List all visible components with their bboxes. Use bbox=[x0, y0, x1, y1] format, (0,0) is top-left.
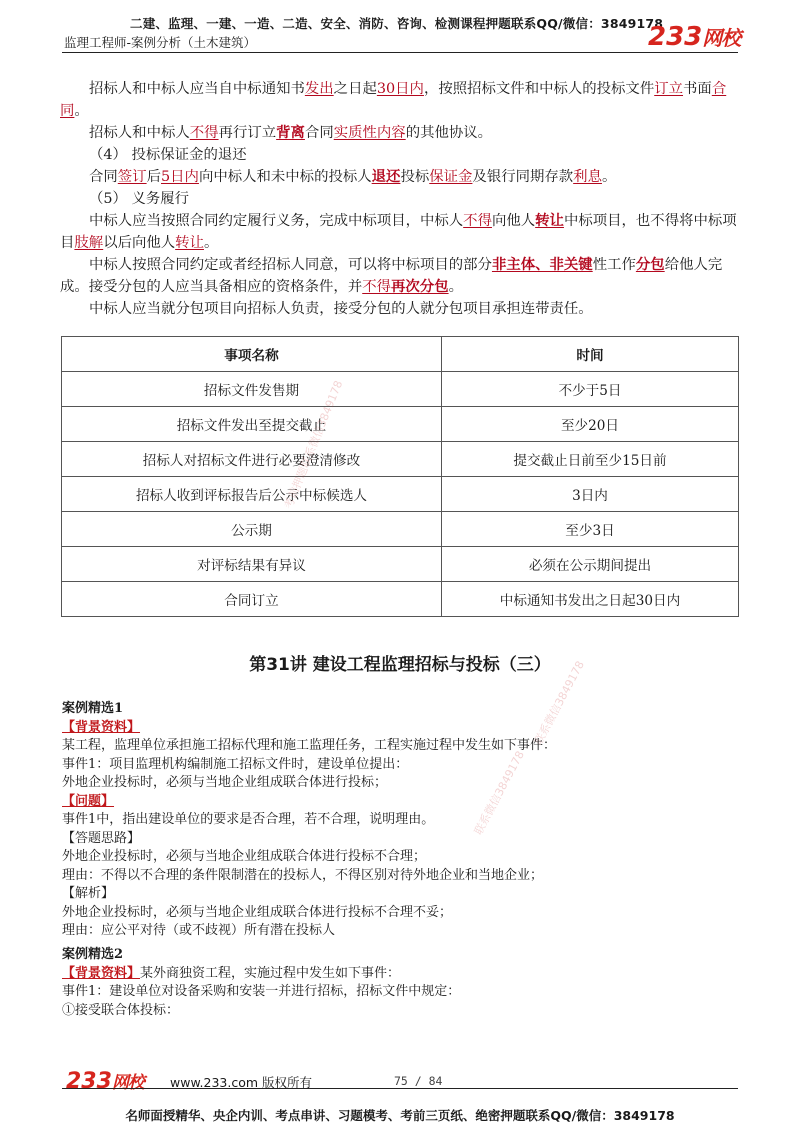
body-text bbox=[60, 78, 740, 320]
case-text: 理由：应公平对待（或不歧视）所有潜在投标人 bbox=[62, 923, 336, 938]
paragraph-4: 合同签订后5日内向中标人和未中标的投标人退还投标保证金及银行同期存款利息。 bbox=[89, 168, 617, 185]
paragraph-2: 招标人和中标人不得再行订立背离合同实质性内容的其他协议。 bbox=[89, 124, 493, 141]
background-tag: 【背景资料】 bbox=[62, 965, 141, 981]
table-cell: 至少3日 bbox=[441, 512, 738, 547]
table-header-cell: 时间 bbox=[441, 337, 738, 372]
table-cell: 中标通知书发出之日起30日内 bbox=[441, 582, 738, 617]
case-title: 案例精选2 bbox=[62, 947, 124, 962]
case-text: ①接受联合体投标： bbox=[62, 1002, 180, 1018]
case-text: 某工程，监理单位承担施工招标代理和施工监理任务，工程实施过程中发生如下事件： bbox=[62, 738, 557, 753]
footer-site: www.233.com 版权所有 bbox=[170, 1075, 312, 1090]
table-row bbox=[62, 477, 739, 512]
table-row bbox=[62, 372, 739, 407]
watermark-text: 联系微信3849178 bbox=[531, 658, 587, 748]
table-cell: 招标人收到评标报告后公示中标候选人 bbox=[62, 477, 442, 512]
footer-divider bbox=[62, 1088, 738, 1089]
table-cell: 招标人对招标文件进行必要澄清修改 bbox=[62, 442, 442, 477]
table-cell: 招标文件发出至提交截止 bbox=[62, 407, 442, 442]
case-text: 外地企业投标时，必须与当地企业组成联合体进行投标不合理； bbox=[62, 849, 427, 864]
case-text: 事件1中，指出建设单位的要求是否合理，若不合理，说明理由。 bbox=[62, 812, 435, 827]
table-row bbox=[62, 407, 739, 442]
case-title: 案例精选1 bbox=[62, 701, 124, 716]
answer-idea-tag: 【答题思路】 bbox=[62, 830, 141, 846]
watermark-text: 联系微信3849178 bbox=[471, 748, 527, 838]
table-row bbox=[62, 547, 739, 582]
case-text: 外地企业投标时，必须与当地企业组成联合体进行投标不合理不妥； bbox=[62, 904, 453, 920]
background-tag: 【背景资料】 bbox=[62, 719, 141, 735]
lecture-title: 第31讲 建设工程监理招标与投标（三） bbox=[249, 655, 551, 675]
paragraph-1: 招标人和中标人应当自中标通知书发出之日起30日内，按照招标文件和中标人的投标文件订立书面合同。 bbox=[60, 81, 727, 119]
paragraph-3: （4） 投标保证金的退还 bbox=[89, 147, 247, 163]
header-subject: 监理工程师-案例分析（土木建筑） bbox=[64, 35, 257, 50]
header-logo: 233网校 bbox=[648, 22, 741, 52]
table-row bbox=[62, 582, 739, 617]
case-text: 外地企业投标时，必须与当地企业组成联合体进行投标； bbox=[62, 775, 388, 790]
table-cell: 提交截止日前至少15日前 bbox=[441, 442, 738, 477]
header-contact-line: 二建、监理、一建、一造、二造、安全、消防、咨询、检测课程押题联系QQ/微信：3849178 bbox=[130, 16, 664, 31]
table-cell: 必须在公示期间提出 bbox=[441, 547, 738, 582]
paragraph-5: （5） 义务履行 bbox=[89, 191, 190, 207]
question-tag: 【问题】 bbox=[62, 793, 115, 809]
table-cell: 对评标结果有异议 bbox=[62, 547, 442, 582]
paragraph-8: 中标人应当就分包项目向招标人负责，接受分包的人就分包项目承担连带责任。 bbox=[89, 301, 593, 317]
analysis-tag: 【解析】 bbox=[62, 886, 115, 901]
case-text: 事件1：建设单位对设备采购和安装一并进行招标，招标文件中规定： bbox=[62, 984, 461, 999]
table-cell: 招标文件发售期 bbox=[62, 372, 442, 407]
table-cell: 公示期 bbox=[62, 512, 442, 547]
footer-contact-line: 名师面授精华、央企内训、考点串讲、习题模考、考前三页纸、绝密押题联系QQ/微信：3849178 bbox=[125, 1108, 675, 1123]
paragraph-6: 中标人应当按照合同约定履行义务，完成中标项目，中标人不得向他人转让中标项目，也不得将中标项目肢解以后向他人转让。 bbox=[60, 212, 737, 251]
case-text: 【背景资料】某外商独资工程，实施过程中发生如下事件： bbox=[62, 965, 401, 981]
header-divider bbox=[62, 52, 738, 53]
footer-logo: 233网校 bbox=[66, 1069, 144, 1094]
case-text: 事件1：项目监理机构编制施工招标文件时，建设单位提出： bbox=[62, 756, 409, 772]
case-text: 理由：不得以不合理的条件限制潜在的投标人，不得区别对待外地企业和当地企业； bbox=[62, 867, 544, 883]
table-cell: 至少20日 bbox=[441, 407, 738, 442]
timeline-table bbox=[61, 336, 739, 617]
page-number: 75 / 84 bbox=[394, 1074, 443, 1088]
table-cell: 合同订立 bbox=[62, 582, 442, 617]
case-2 bbox=[62, 946, 742, 1020]
table-row bbox=[62, 442, 739, 477]
table-cell: 不少于5日 bbox=[441, 372, 738, 407]
watermark-text: 考前押题联系微信3849178 bbox=[281, 378, 346, 511]
table-cell: 3日内 bbox=[441, 477, 738, 512]
case-1 bbox=[62, 700, 742, 941]
table-header-row bbox=[62, 337, 739, 372]
table-header-cell: 事项名称 bbox=[62, 337, 442, 372]
table-row bbox=[62, 512, 739, 547]
paragraph-7: 中标人按照合同约定或者经招标人同意，可以将中标项目的部分非主体、非关键性工作分包给他人完成。接受分包的人应当具备相应的资格条件，并不得再次分包。 bbox=[60, 256, 723, 295]
